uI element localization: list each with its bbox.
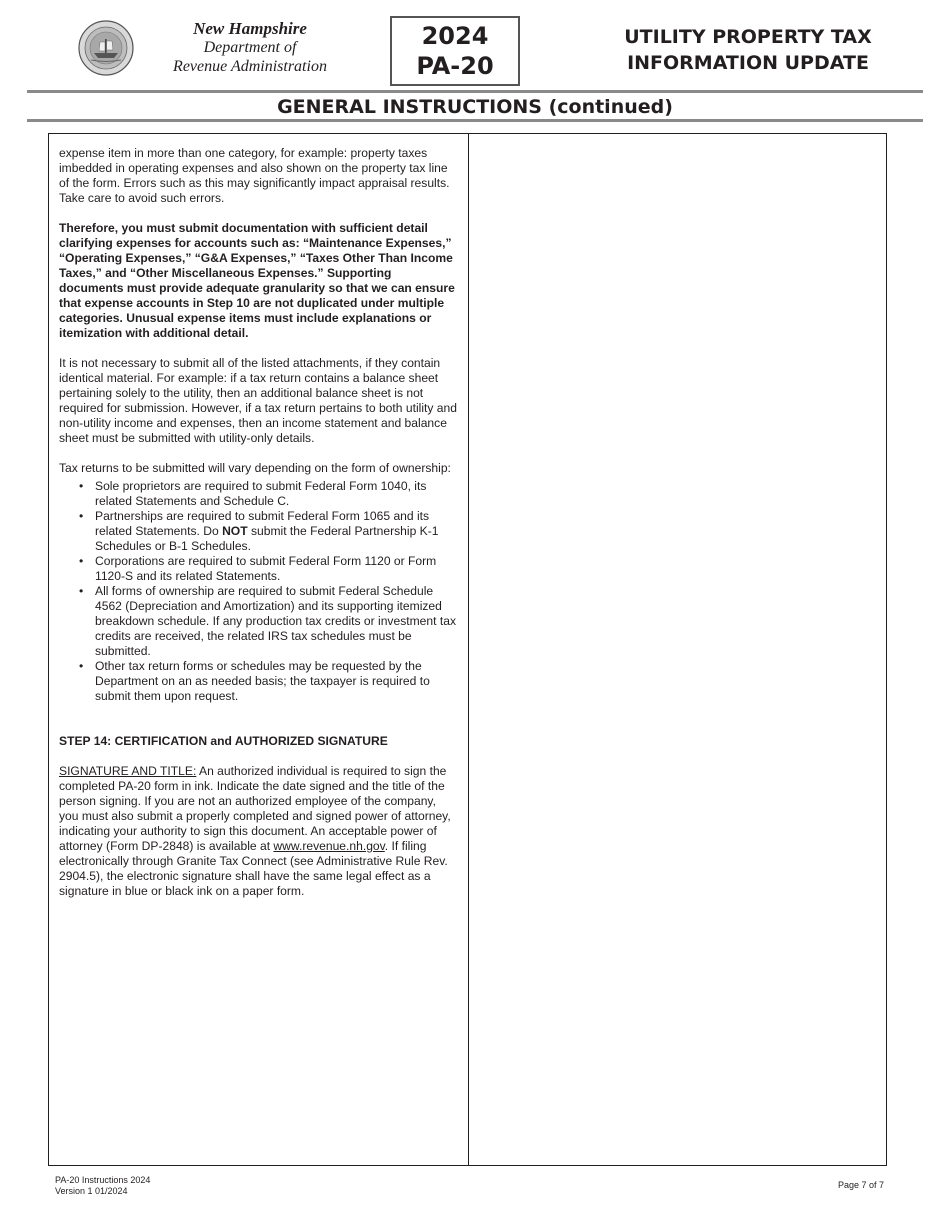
header-rule-top <box>27 90 923 93</box>
content-box <box>48 133 887 1166</box>
page-number: Page 7 of 7 <box>837 1180 884 1190</box>
form-year: 2024 <box>421 22 489 50</box>
document-title <box>588 24 908 76</box>
ownership-bullet-list <box>59 479 457 704</box>
list-item-text: All forms of ownership are required to submit Federal Schedule 4562 (Depreciation and Amortization) and its supporting itemized breakdown schedule. If any production tax credits or investment tax credits are received, the related IRS tax schedules must be submitted. <box>95 584 456 658</box>
agency-department: Department of <box>203 39 297 56</box>
form-id-box <box>390 16 520 86</box>
bullet-icon: • <box>79 554 84 568</box>
signature-text-continued: . If filing electronically through Granite Tax Connect (see Administrative Rule Rev. 2904.5), the electronic signature shall have the same legal effect as a signature in blue or black ink on a paper form. <box>59 839 448 898</box>
list-item-text: Partnerships are required to submit Federal Form 1065 and its related Statements. Do <box>95 509 430 538</box>
list-item-emphasis: NOT <box>222 524 248 538</box>
list-item-text: submit the Federal Partnership K-1 Schedules or B-1 Schedules. <box>95 524 439 553</box>
bullet-icon: • <box>79 479 84 493</box>
list-item-text: Other tax return forms or schedules may be requested by the Department on an as needed basis; the taxpayer is required to submit them upon request. <box>95 659 430 703</box>
document-title-line2: INFORMATION UPDATE <box>627 52 869 74</box>
signature-label: SIGNATURE AND TITLE: <box>59 764 197 778</box>
bullet-icon: • <box>79 584 84 598</box>
footer-version: Version 1 01/2024 <box>55 1186 128 1196</box>
bullet-icon: • <box>79 659 84 673</box>
step14-heading: STEP 14: CERTIFICATION and AUTHORIZED SIGNATURE <box>59 734 388 748</box>
section-heading: GENERAL INSTRUCTIONS (continued) <box>277 96 673 118</box>
paragraph-tax-returns-intro: Tax returns to be submitted will vary depending on the form of ownership: <box>59 461 451 475</box>
agency-division: Revenue Administration <box>173 58 327 75</box>
column-divider <box>468 134 469 1165</box>
left-column <box>59 146 457 914</box>
agency-state: New Hampshire <box>193 19 307 38</box>
list-item <box>79 479 457 509</box>
document-title-line1: UTILITY PROPERTY TAX <box>624 26 872 48</box>
agency-name <box>150 19 350 76</box>
bullet-icon: • <box>79 509 84 523</box>
list-item <box>79 554 457 584</box>
revenue-website-link[interactable]: www.revenue.nh.gov <box>273 839 385 853</box>
list-item-text: Corporations are required to submit Federal Form 1120 or Form 1120-S and its related Statements. <box>95 554 437 583</box>
list-item <box>79 659 457 704</box>
footer-form-info <box>55 1175 150 1197</box>
paragraph-attachments: It is not necessary to submit all of the listed attachments, if they contain identical material. For example: if a tax return contains a balance sheet pertaining solely to the utility, then an additional balance sheet is not required for submission. However, if a tax return pertains to both utility and non-utility income and expenses, then an income statement and balance sheet must be submitted with utility-only details. <box>59 356 457 445</box>
list-item <box>79 584 457 659</box>
list-item <box>79 509 457 554</box>
paragraph-documentation-requirement: Therefore, you must submit documentation with sufficient detail clarifying expenses for accounts such as: “Maintenance Expenses,” “Operating Expenses,” “G&A Expenses,” “Taxes Other Than Income Taxes,” and “Other Miscellaneous Expenses.” Supporting documents must provide adequate granularity so that we can ensure that expense accounts in Step 10 are not duplicated under multiple categories. Unusual expense items must include explanations or itemization with additional detail. <box>59 221 455 340</box>
paragraph-expense-duplication: expense item in more than one category, for example: property taxes imbedded in operating expenses and also shown on the property tax line of the form. Errors such as this may significantly impact appraisal results. Take care to avoid such errors. <box>59 146 450 205</box>
state-seal-icon <box>78 20 134 76</box>
footer-form-name: PA-20 Instructions 2024 <box>55 1175 151 1185</box>
signature-text: An authorized individual is required to sign the completed PA-20 form in ink. Indicate the date signed and the title of the person signing. If you are not an authorized employee of the company, you must also submit a properly completed and signed power of attorney, indicating your authority to sign this document. An acceptable power of attorney (Form DP-2848) is available at <box>59 764 451 853</box>
paragraph-signature <box>59 764 457 899</box>
list-item-text: Sole proprietors are required to submit Federal Form 1040, its related Statements and Schedule C. <box>95 479 427 508</box>
form-number: PA-20 <box>416 52 494 80</box>
header-rule-bottom <box>27 119 923 122</box>
